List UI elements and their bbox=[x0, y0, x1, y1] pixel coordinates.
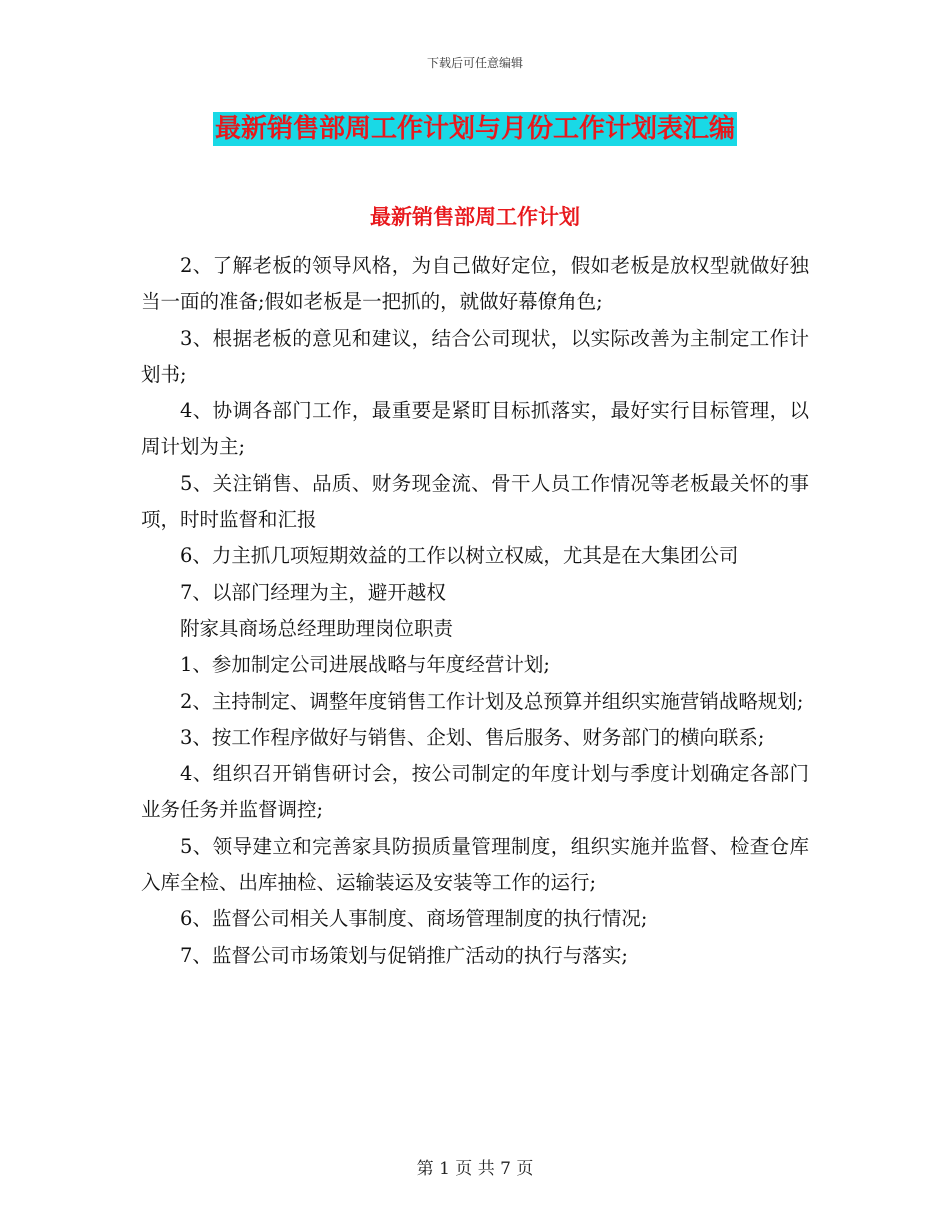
paragraph: 6、监督公司相关人事制度、商场管理制度的执行情况; bbox=[180, 907, 648, 931]
paragraph: 附家具商场总经理助理岗位职责 bbox=[180, 616, 454, 640]
paragraph: 7、以部门经理为主，避开越权 bbox=[180, 580, 446, 604]
paragraph: 7、监督公司市场策划与促销推广活动的执行与落实; bbox=[180, 943, 628, 967]
paragraph: 2、了解老板的领导风格，为自己做好定位，假如老板是放权型就做好独当一面的准备;假如老板是一把抓的，就做好幕僚角色; bbox=[141, 254, 809, 314]
section-title: 最新销售部周工作计划 bbox=[370, 205, 580, 229]
page-header: 下载后可任意编辑 bbox=[426, 56, 523, 70]
page-footer: 第 1 页 共 7 页 bbox=[416, 1159, 534, 1179]
paragraph: 4、组织召开销售研讨会，按公司制定的年度计划与季度计划确定各部门业务任务并监督调控; bbox=[141, 762, 809, 822]
document-title: 最新销售部周工作计划与月份工作计划表汇编 bbox=[214, 114, 735, 144]
paragraph: 5、关注销售、品质、财务现金流、骨干人员工作情况等老板最关怀的事项，时时监督和汇报 bbox=[141, 471, 809, 532]
paragraph: 5、领导建立和完善家具防损质量管理制度，组织实施并监督、检查仓库入库全检、出库抽检、运输装运及安装等工作的运行; bbox=[141, 834, 809, 895]
document-body bbox=[141, 248, 809, 974]
paragraph: 4、协调各部门工作，最重要是紧盯目标抓落实，最好实行目标管理，以周计划为主; bbox=[141, 399, 809, 459]
document-title-container bbox=[0, 112, 950, 146]
paragraph: 3、按工作程序做好与销售、企划、售后服务、财务部门的横向联系; bbox=[180, 725, 765, 749]
paragraph: 6、力主抓几项短期效益的工作以树立权威，尤其是在大集团公司 bbox=[180, 544, 739, 568]
paragraph: 2、主持制定、调整年度销售工作计划及总预算并组织实施营销战略规划; bbox=[180, 689, 804, 713]
paragraph: 3、根据老板的意见和建议，结合公司现状，以实际改善为主制定工作计划书; bbox=[141, 326, 809, 386]
paragraph: 1、参加制定公司进展战略与年度经营计划; bbox=[180, 653, 550, 677]
